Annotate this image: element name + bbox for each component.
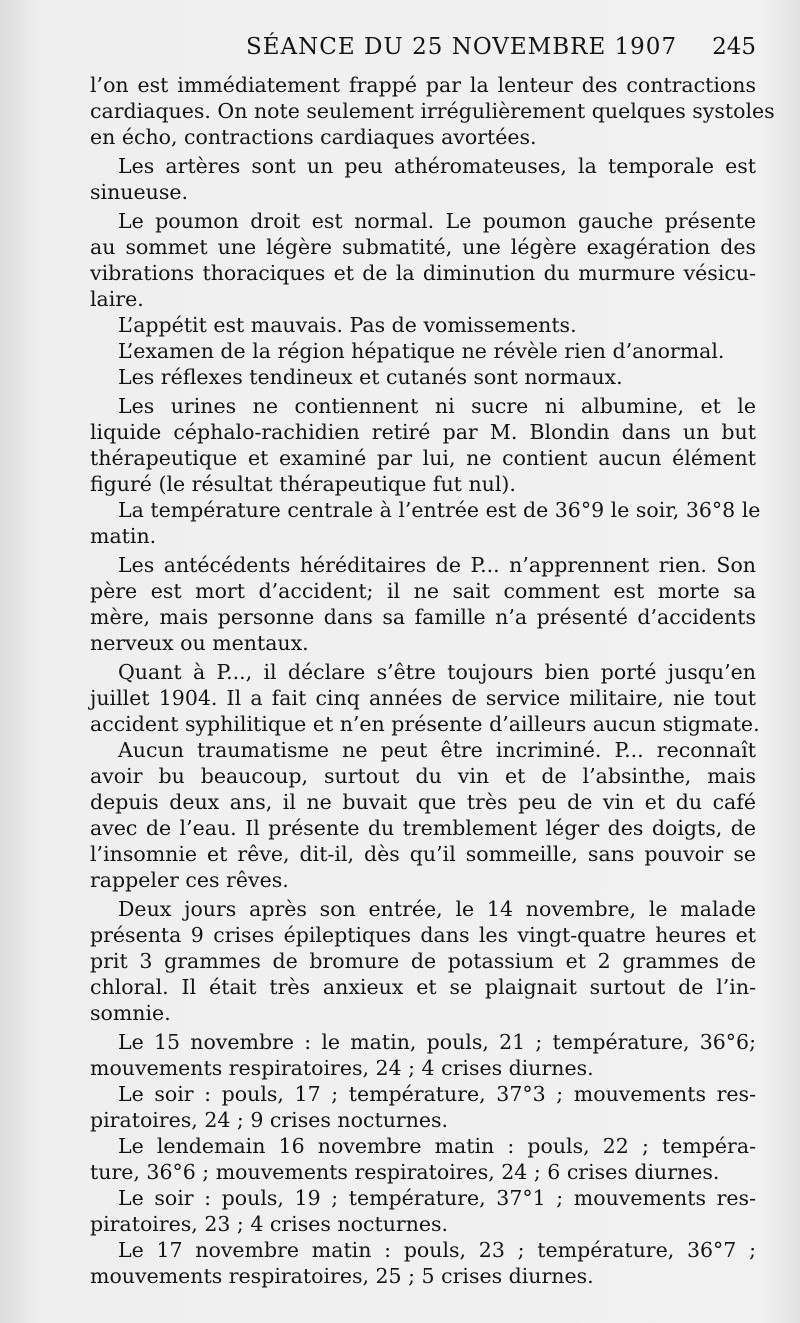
- text-line: Quant à P..., il déclare s’être toujours bien porté jusqu’en: [118, 660, 756, 684]
- text-line: mouvements respiratoires, 25 ; 5 crises diurnes.: [90, 1264, 594, 1288]
- text-line: sinueuse.: [90, 180, 188, 204]
- text-line: mère, mais personne dans sa famille n’a présenté d’accidents: [90, 605, 756, 629]
- running-head: SÉANCE DU 25 NOVEMBRE 1907: [246, 34, 678, 60]
- page-header: [96, 34, 756, 70]
- text-line: Le poumon droit est normal. Le poumon gauche présente: [118, 209, 756, 233]
- text-line: L’examen de la région hépatique ne révèle rien d’anormal.: [118, 339, 725, 363]
- text-line: laire.: [90, 287, 144, 311]
- text-line: avoir bu beaucoup, surtout du vin et de l’absinthe, mais: [90, 764, 756, 788]
- text-line: en écho, contractions cardiaques avortées.: [90, 125, 537, 149]
- text-line: Le 15 novembre : le matin, pouls, 21 ; température, 36°6;: [118, 1030, 756, 1054]
- text-line: Les réflexes tendineux et cutanés sont normaux.: [118, 365, 623, 389]
- text-line: liquide céphalo-rachidien retiré par M. Blondin dans un but: [90, 420, 756, 444]
- text-line: Deux jours après son entrée, le 14 novembre, le malade: [118, 897, 756, 921]
- text-line: depuis deux ans, il ne buvait que très peu de vin et du café: [90, 790, 756, 814]
- text-line: Le lendemain 16 novembre matin : pouls, 22 ; tempéra-: [118, 1134, 756, 1158]
- text-line: l’on est immédiatement frappé par la lenteur des contractions: [90, 73, 756, 97]
- text-line: Le soir : pouls, 19 ; température, 37°1 ; mouvements res-: [118, 1186, 756, 1210]
- body-text: [90, 72, 775, 1289]
- text-line: nerveux ou mentaux.: [90, 631, 309, 655]
- text-line: Les antécédents héréditaires de P... n’apprennent rien. Son: [118, 553, 756, 577]
- text-line: ture, 36°6 ; mouvements respiratoires, 24 ; 6 crises diurnes.: [90, 1160, 720, 1184]
- text-line: cardiaques. On note seulement irrégulièrement quelques systoles: [90, 99, 775, 123]
- text-line: piratoires, 23 ; 4 crises nocturnes.: [90, 1212, 449, 1236]
- text-line: vibrations thoraciques et de la diminution du murmure vésicu-: [90, 261, 756, 285]
- text-line: matin.: [90, 524, 157, 548]
- text-line: L’appétit est mauvais. Pas de vomissements.: [118, 313, 577, 337]
- text-line: thérapeutique et examiné par lui, ne contient aucun élément: [90, 446, 756, 470]
- text-line: juillet 1904. Il a fait cinq années de service militaire, nie tout: [90, 686, 756, 710]
- text-line: Le 17 novembre matin : pouls, 23 ; température, 36°7 ;: [118, 1238, 756, 1262]
- text-line: avec de l’eau. Il présente du tremblement léger des doigts, de: [90, 816, 756, 840]
- text-line: Les artères sont un peu athéromateuses, la temporale est: [118, 154, 756, 178]
- text-line: accident syphilitique et n’en présente d’ailleurs aucun stigmate.: [90, 712, 760, 736]
- text-line: figuré (le résultat thérapeutique fut nul).: [90, 472, 516, 496]
- text-line: prit 3 grammes de bromure de potassium et 2 grammes de: [90, 949, 756, 973]
- text-line: La température centrale à l’entrée est de 36°9 le soir, 36°8 le: [118, 498, 761, 522]
- text-line: Aucun traumatisme ne peut être incriminé. P... reconnaît: [118, 738, 756, 762]
- text-line: au sommet une légère submatité, une légère exagération des: [90, 235, 756, 259]
- text-line: Le soir : pouls, 17 ; température, 37°3 ; mouvements res-: [118, 1082, 756, 1106]
- page-number: 245: [712, 34, 756, 60]
- text-line: l’insomnie et rêve, dit-il, dès qu’il sommeille, sans pouvoir se: [90, 842, 756, 866]
- text-line: père est mort d’accident; il ne sait comment est morte sa: [90, 579, 756, 603]
- text-line: rappeler ces rêves.: [90, 868, 289, 892]
- text-line: Les urines ne contiennent ni sucre ni albumine, et le: [118, 394, 756, 418]
- text-line: somnie.: [90, 1001, 171, 1025]
- text-line: mouvements respiratoires, 24 ; 4 crises diurnes.: [90, 1056, 594, 1080]
- text-line: présenta 9 crises épileptiques dans les vingt-quatre heures et: [90, 923, 756, 947]
- text-line: chloral. Il était très anxieux et se plaignait surtout de l’in-: [90, 975, 756, 999]
- text-line: piratoires, 24 ; 9 crises nocturnes.: [90, 1108, 449, 1132]
